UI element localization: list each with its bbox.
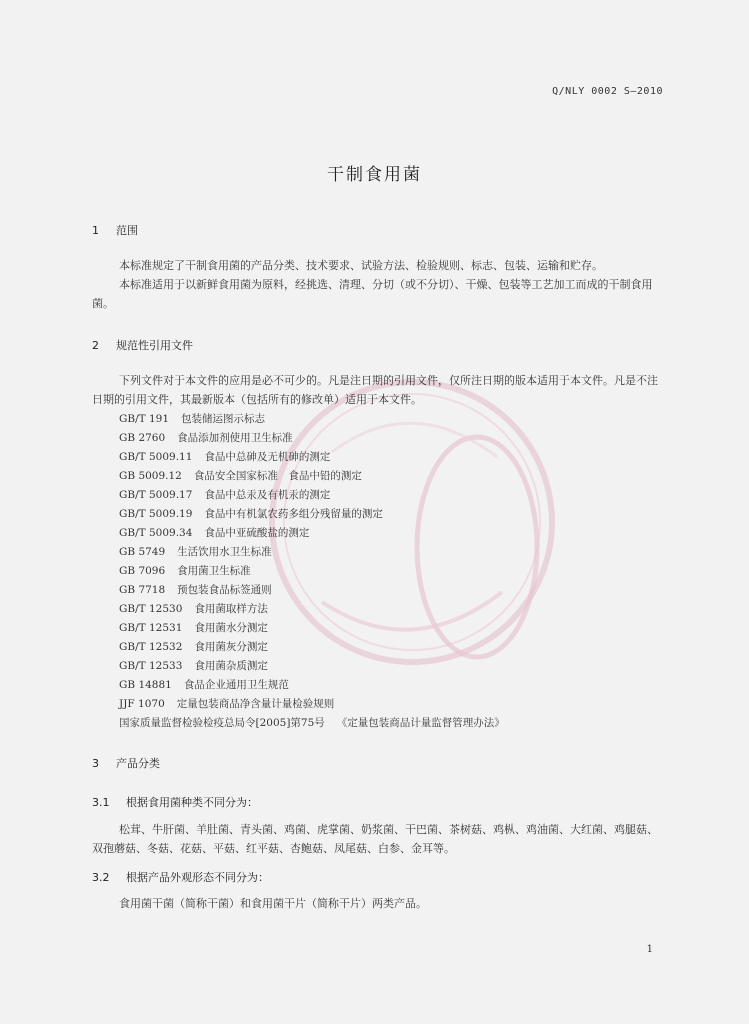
- section-number: 2: [92, 339, 99, 352]
- section-2-intro: [92, 371, 664, 409]
- reference-title: 食品中亚硫酸盐的测定: [204, 527, 310, 539]
- reference-code: GB 14881: [119, 679, 172, 691]
- reference-code: GB/T 191: [119, 413, 170, 425]
- reference-title: 食用菌取样方法: [194, 603, 268, 615]
- reference-code: GB 5009.12: [119, 470, 182, 482]
- reference-title: 食用菌杂质测定: [194, 660, 268, 672]
- section-title: 规范性引用文件: [116, 339, 193, 352]
- reference-code: GB 5749: [119, 546, 166, 558]
- reference-title: 食用菌卫生标准: [177, 565, 251, 577]
- page-number: 1: [646, 944, 653, 955]
- paragraph: 食用菌干菌（简称干菌）和食用菌干片（简称干片）两类产品。: [119, 897, 427, 910]
- section-title: 范围: [116, 224, 138, 237]
- reference-code: GB/T 5009.11: [119, 451, 193, 463]
- subsection-3-2-body: [92, 894, 664, 913]
- reference-item: [119, 562, 505, 581]
- reference-title: 预包装食品标签通则: [177, 584, 272, 596]
- reference-code: GB 7096: [119, 565, 166, 577]
- subsection-3-1-heading: [92, 794, 258, 810]
- reference-title: 食品中总汞及有机汞的测定: [204, 489, 331, 501]
- reference-code: GB/T 12532: [119, 641, 183, 653]
- reference-list: [119, 410, 505, 733]
- reference-item: [119, 638, 505, 657]
- section-title: 产品分类: [116, 757, 160, 770]
- reference-title: 食品中总砷及无机砷的测定: [204, 451, 331, 463]
- reference-title: 食品添加剂使用卫生标准: [177, 432, 293, 444]
- reference-item: [119, 676, 505, 695]
- reference-title: 食品安全国家标准 食品中铅的测定: [193, 470, 362, 482]
- reference-title: 食用菌灰分测定: [194, 641, 268, 653]
- reference-code: GB/T 12530: [119, 603, 183, 615]
- reference-title: 包装储运图示标志: [181, 413, 266, 425]
- reference-code: GB/T 5009.19: [119, 508, 193, 520]
- section-number: 1: [92, 224, 99, 237]
- reference-item: [119, 619, 505, 638]
- reference-title: 生活饮用水卫生标准: [177, 546, 272, 558]
- reference-title: 食用菌水分测定: [194, 622, 268, 634]
- section-3-heading: [92, 755, 160, 771]
- subsection-title: 根据产品外观形态不同分为：: [126, 871, 269, 884]
- section-1-heading: [92, 222, 138, 238]
- reference-code: GB/T 12533: [119, 660, 183, 672]
- reference-code: GB/T 12531: [119, 622, 183, 634]
- standard-code: Q/NLY 0002 S—2010: [552, 86, 663, 97]
- reference-code: GB 2760: [119, 432, 166, 444]
- section-1-body: [92, 256, 664, 313]
- reference-item: [119, 714, 505, 733]
- reference-title: 食品中有机氯农药多组分残留量的测定: [204, 508, 383, 520]
- reference-item: [119, 505, 505, 524]
- reference-item: [119, 524, 505, 543]
- reference-item: [119, 486, 505, 505]
- reference-title: 定量包装商品净含量计量检验规则: [176, 698, 335, 710]
- reference-code: 国家质量监督检验检疫总局令[2005]第75号: [119, 717, 325, 729]
- paragraph: 松茸、牛肝菌、羊肚菌、青头菌、鸡菌、虎掌菌、奶浆菌、干巴菌、茶树菇、鸡枞、鸡油菌、大红菌、鸡腿菇、双孢蘑菇、冬菇、花菇、平菇、红平菇、杏鲍菇、凤尾菇、白参、金耳等。: [92, 823, 658, 855]
- reference-code: GB/T 5009.34: [119, 527, 193, 539]
- reference-item: [119, 657, 505, 676]
- reference-item: [119, 543, 505, 562]
- reference-code: JJF 1070: [119, 698, 165, 710]
- reference-item: [119, 600, 505, 619]
- reference-item: [119, 467, 505, 486]
- reference-item: [119, 695, 505, 714]
- subsection-number: 3.1: [92, 796, 110, 809]
- reference-title: 食品企业通用卫生规范: [183, 679, 289, 691]
- paragraph: 下列文件对于本文件的应用是必不可少的。凡是注日期的引用文件，仅所注日期的版本适用于本文件。凡是不注日期的引用文件，其最新版本（包括所有的修改单）适用于本文件。: [92, 374, 658, 406]
- paragraph: 本标准规定了干制食用菌的产品分类、技术要求、试验方法、检验规则、标志、包装、运输和贮存。: [119, 259, 603, 272]
- reference-item: [119, 410, 505, 429]
- subsection-3-2-heading: [92, 869, 269, 885]
- subsection-title: 根据食用菌种类不同分为：: [126, 796, 258, 809]
- reference-item: [119, 448, 505, 467]
- reference-code: GB 7718: [119, 584, 166, 596]
- reference-item: [119, 581, 505, 600]
- document-title: 干制食用菌: [327, 165, 422, 185]
- paragraph: 本标准适用于以新鲜食用菌为原料，经挑选、清理、分切（或不分切）、干燥、包装等工艺加工而成的干制食用菌。: [92, 278, 653, 310]
- subsection-3-1-body: [92, 820, 664, 858]
- reference-title: 《定量包装商品计量监督管理办法》: [336, 717, 505, 729]
- section-2-heading: [92, 337, 193, 353]
- subsection-number: 3.2: [92, 871, 110, 884]
- reference-item: [119, 429, 505, 448]
- section-number: 3: [92, 757, 99, 770]
- reference-code: GB/T 5009.17: [119, 489, 193, 501]
